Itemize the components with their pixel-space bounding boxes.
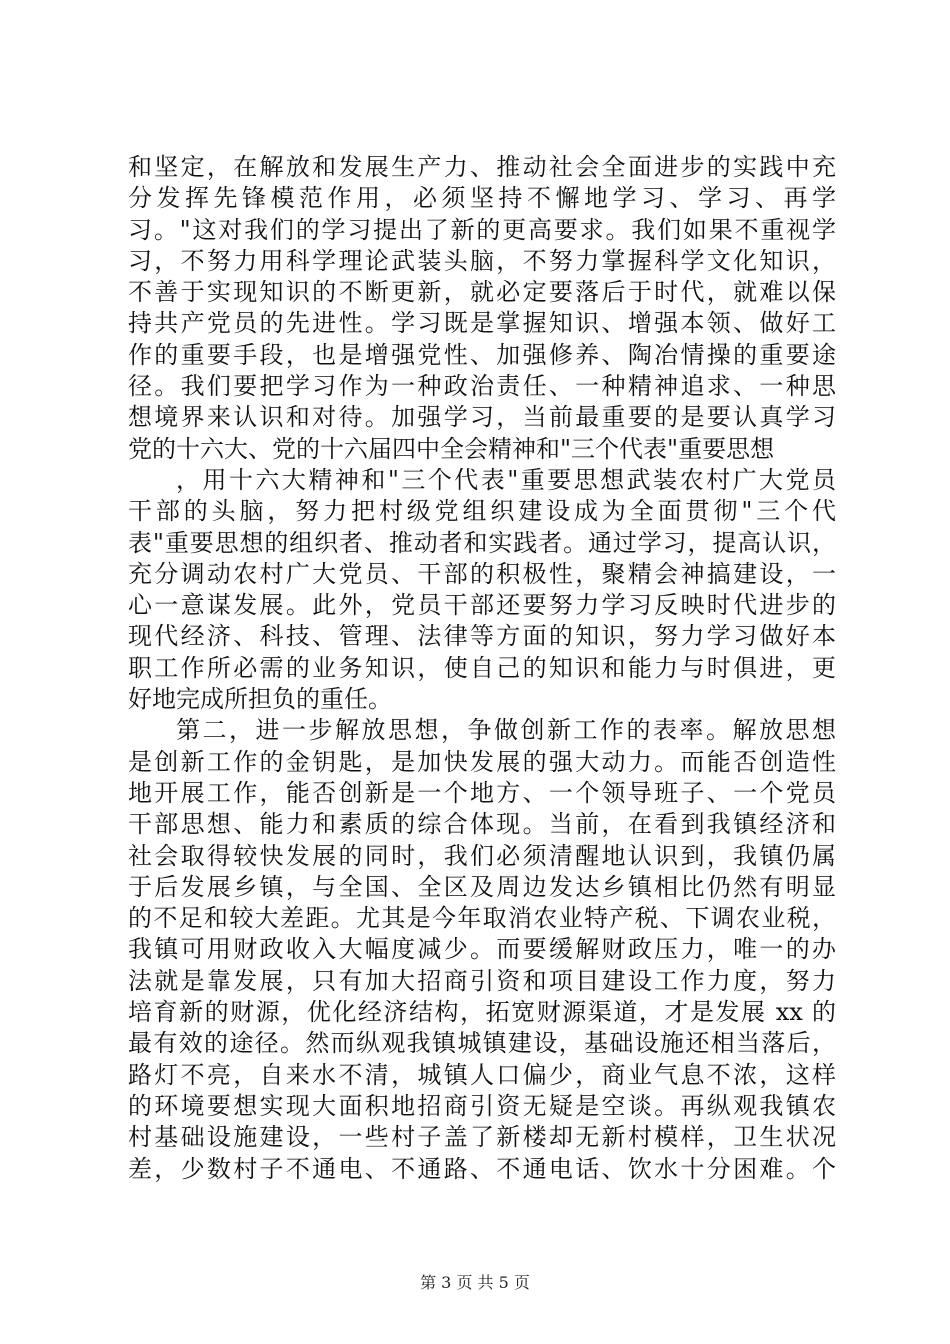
text-line: 党的十六大、党的十六届四中全会精神和"三个代表"重要思想: [128, 434, 775, 463]
text-line: 想境界来认识和对待。加强学习，当前最重要的是要认真学习: [128, 403, 836, 432]
text-line: 最有效的途径。然而纵观我镇城镇建设，基础设施还相当落后，: [128, 1029, 836, 1058]
text-line: 职工作所必需的业务知识，使自己的知识和能力与时俱进，更: [128, 653, 836, 682]
text-line: 习，不努力用科学理论武装头脑，不努力掌握科学文化知识，: [128, 246, 836, 275]
text-line: 干部思想、能力和素质的综合体现。当前，在看到我镇经济和: [128, 810, 836, 839]
text-line: 不善于实现知识的不断更新，就必定要落后于时代，就难以保: [128, 278, 836, 307]
text-line: ，用十六大精神和"三个代表"重要思想武装农村广大党员: [176, 465, 836, 494]
text-line: 法就是靠发展，只有加大招商引资和项目建设工作力度，努力: [128, 966, 836, 995]
document-body: [128, 152, 836, 1185]
text-line: 干部的头脑，努力把村级党组织建设成为全面贯彻"三个代: [128, 497, 836, 526]
text-line: 于后发展乡镇，与全国、全区及周边发达乡镇相比仍然有明显: [128, 872, 836, 901]
text-line: 第二，进一步解放思想，争做创新工作的表率。解放思想: [176, 716, 836, 745]
text-line: 分发挥先锋模范作用，必须坚持不懈地学习、学习、再学: [128, 184, 836, 213]
text-line: 好地完成所担负的重任。: [128, 685, 392, 714]
text-line: 和坚定，在解放和发展生产力、推动社会全面进步的实践中充: [128, 153, 836, 181]
text-line: 我镇可用财政收入大幅度减少。而要缓解财政压力，唯一的办: [128, 935, 836, 964]
page-number-footer: 第 3 页 共 5 页: [420, 1273, 530, 1292]
text-line: 表"重要思想的组织者、推动者和实践者。通过学习，提高认识，: [128, 528, 836, 557]
text-line: 培育新的财源，优化经济结构，拓宽财源渠道，才是发展 xx 的: [128, 998, 836, 1027]
text-line: 的环境要想实现大面积地招商引资无疑是空谈。再纵观我镇农: [128, 1091, 836, 1120]
text-line: 习。"这对我们的学习提出了新的更高要求。我们如果不重视学: [128, 215, 836, 244]
text-line: 充分调动农村广大党员、干部的积极性，聚精会神搞建设，一: [128, 559, 836, 588]
text-line: 是创新工作的金钥匙，是加快发展的强大动力。而能否创造性: [128, 747, 836, 776]
text-line: 地开展工作，能否创新是一个地方、一个领导班子、一个党员: [128, 778, 836, 807]
text-line: 的不足和较大差距。尤其是今年取消农业特产税、下调农业税，: [128, 904, 836, 933]
text-line: 作的重要手段，也是增强党性、加强修养、陶冶情操的重要途: [128, 340, 836, 369]
text-line: 差，少数村子不通电、不通路、不通电话、饮水十分困难。个: [128, 1154, 836, 1183]
text-line: 村基础设施建设，一些村子盖了新楼却无新村模样，卫生状况: [128, 1123, 836, 1152]
text-line: 心一意谋发展。此外，党员干部还要努力学习反映时代进步的: [128, 591, 836, 620]
text-line: 径。我们要把学习作为一种政治责任、一种精神追求、一种思: [128, 372, 836, 401]
text-line: 路灯不亮，自来水不清，城镇人口偏少，商业气息不浓，这样: [128, 1060, 836, 1089]
text-line: 社会取得较快发展的同时，我们必须清醒地认识到，我镇仍属: [128, 841, 836, 870]
text-line: 现代经济、科技、管理、法律等方面的知识，努力学习做好本: [128, 622, 836, 651]
text-line: 持共产党员的先进性。学习既是掌握知识、增强本领、做好工: [128, 309, 836, 338]
